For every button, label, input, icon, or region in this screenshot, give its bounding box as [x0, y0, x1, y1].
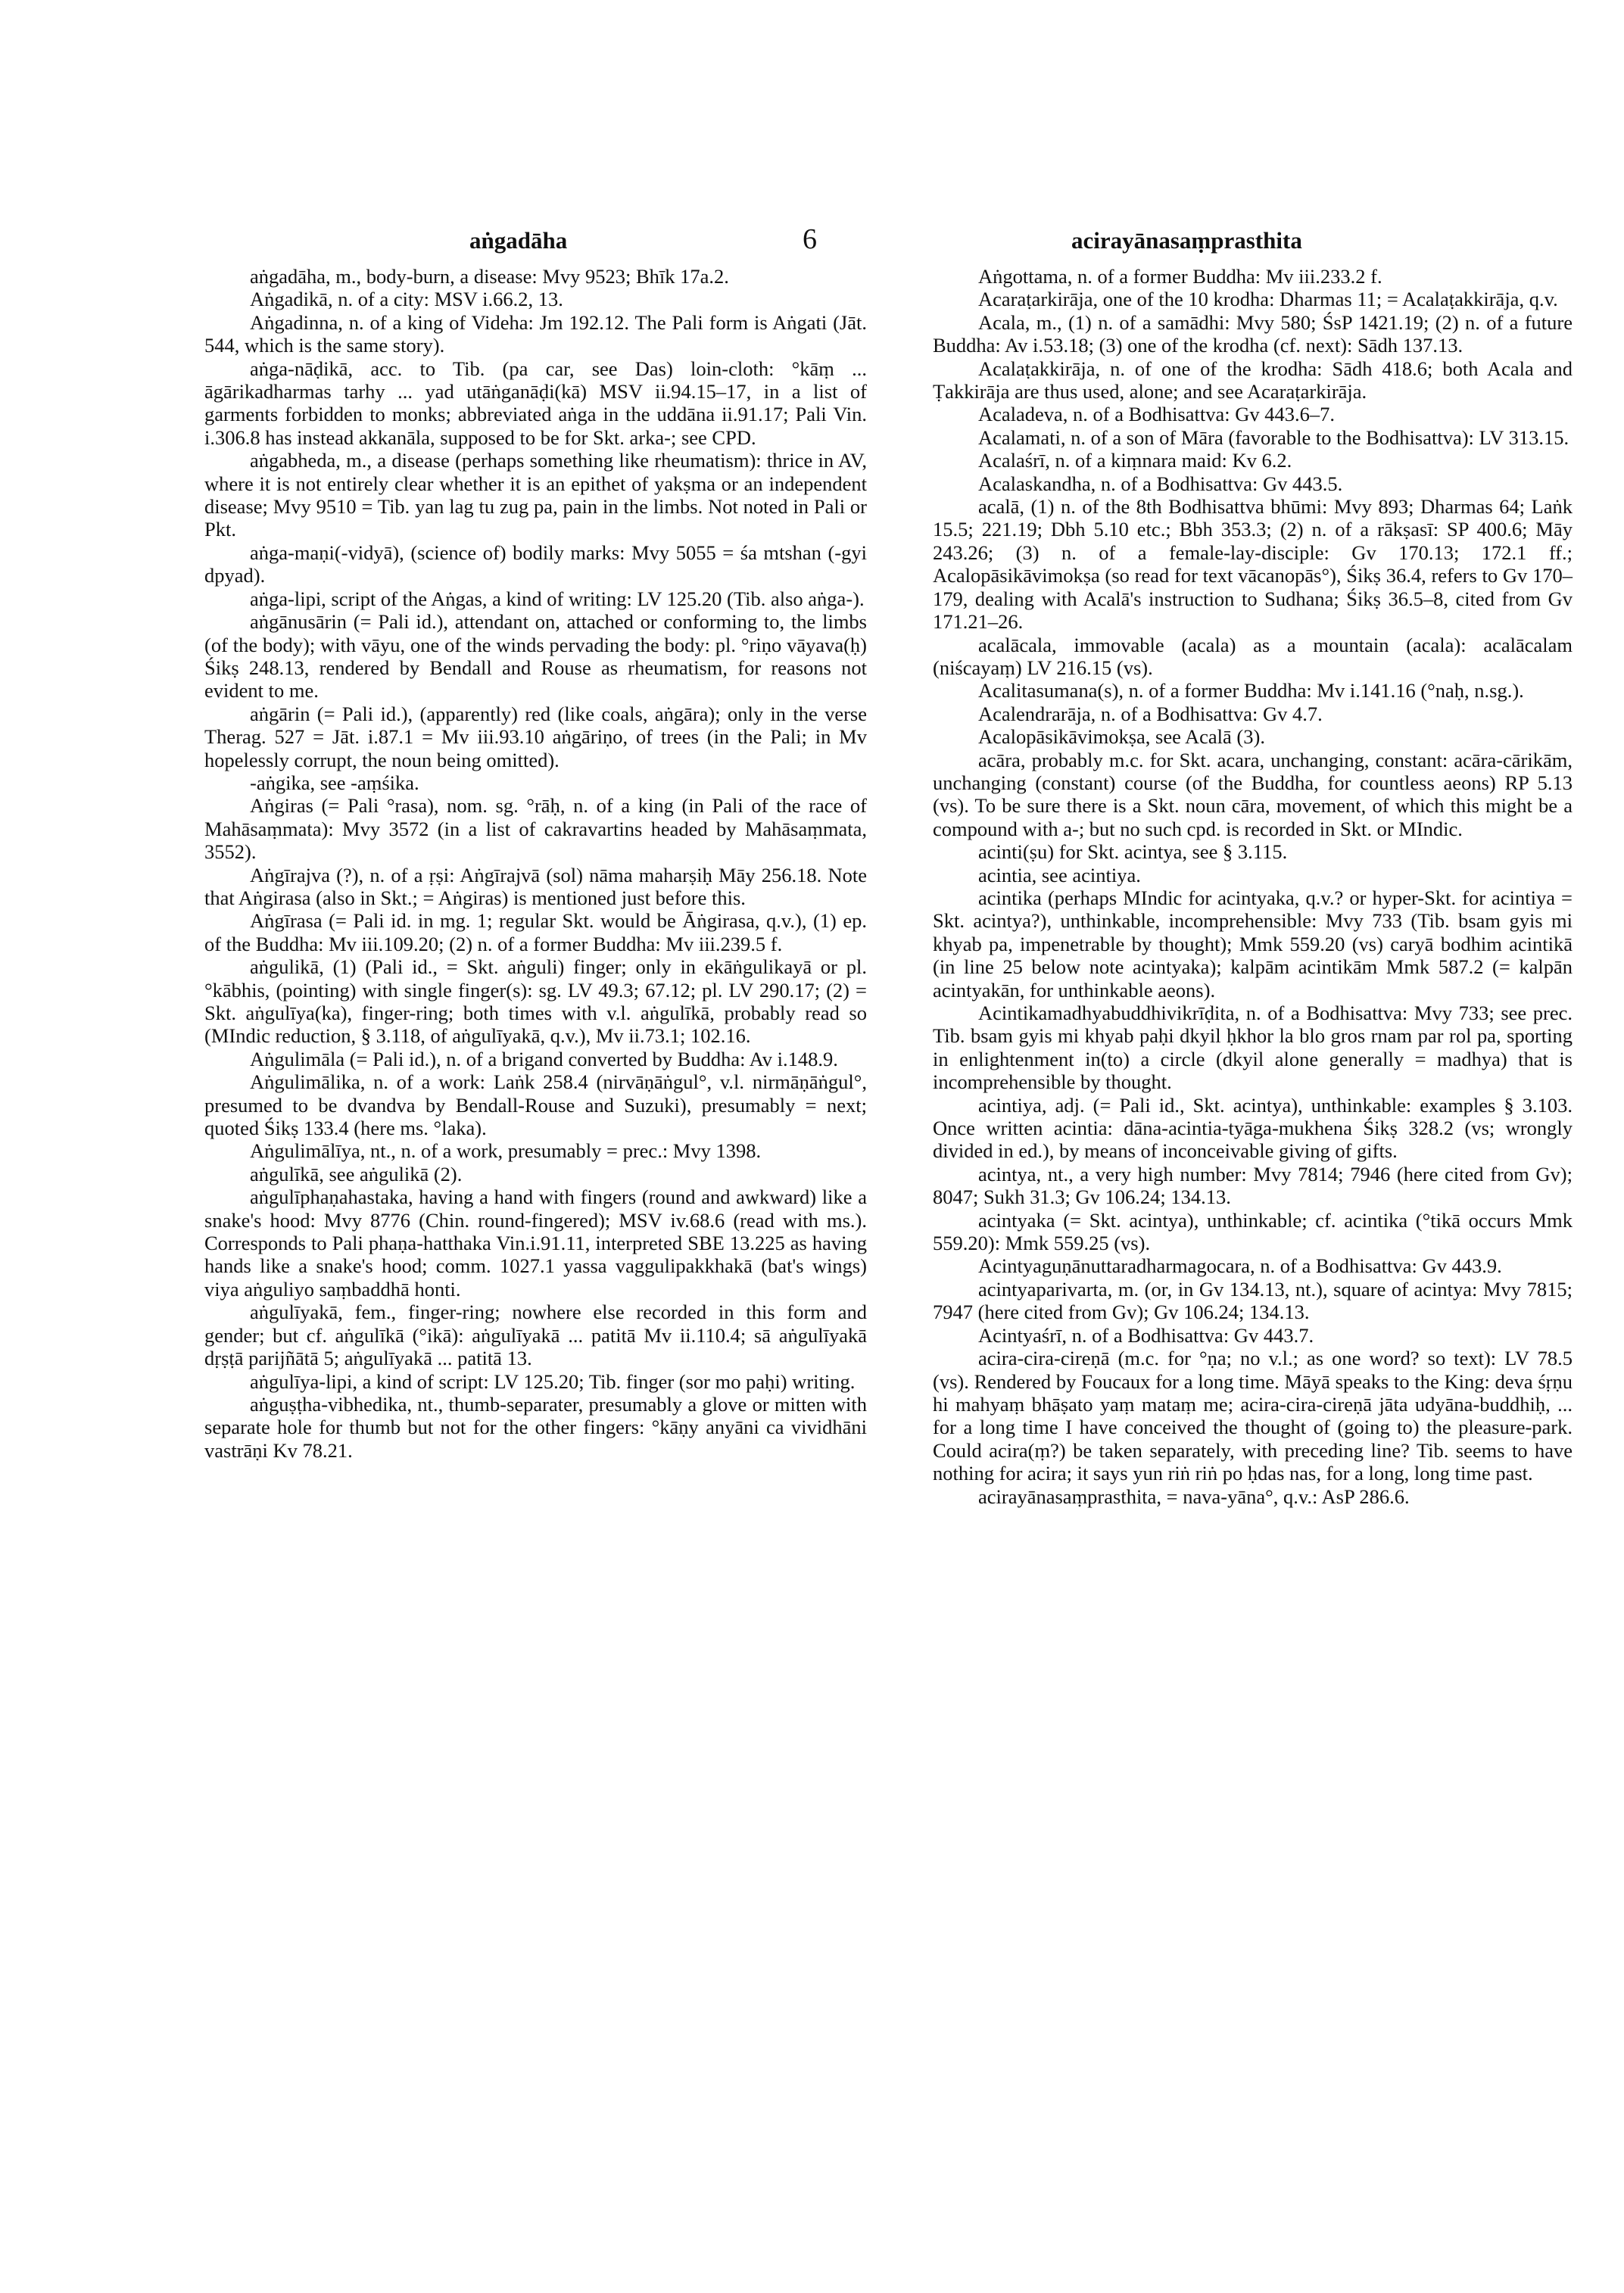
dictionary-entry: Aṅgadinna, n. of a king of Videha: Jm 192.12. The Pali form is Aṅgati (Jāt. 544, which is the same story).	[204, 310, 867, 357]
dictionary-entry: acintyaparivarta, m. (or, in Gv 134.13, nt.), square of acintya: Mvy 7815; 7947 (here cited from Gv); Gv 106.24; 134.13.	[933, 1277, 1573, 1324]
dictionary-entry: Aṅgiras (= Pali °rasa), nom. sg. °rāḥ, n. of a king (in Pali of the race of Mahāsaṃmata): Mvy 3572 (in a list of cakravartins headed by Mahāsaṃmata, 3552).	[204, 794, 867, 864]
dictionary-entry: Acintyaguṇānuttaradharmagocara, n. of a Bodhisattva: Gv 443.9.	[978, 1254, 1502, 1278]
dictionary-entry: Acaraṭarkirāja, one of the 10 krodha: Dharmas 11; = Acalaṭakkirāja, q.v.	[978, 288, 1558, 311]
dictionary-entry: acintiya, adj. (= Pali id., Skt. acintya), unthinkable: examples § 3.103. Once written acintia: dāna-acintia-tyāga-mukhena Śikṣ 328.2 (vs; wrongly divided in ed.), by means of inconceivable giving of gifts.	[933, 1093, 1573, 1163]
left-column	[204, 265, 867, 1462]
running-head-left: aṅgadāha	[469, 227, 568, 254]
dictionary-entry: aṅgulīya-lipi, a kind of script: LV 125.20; Tib. finger (sor mo paḥi) writing.	[250, 1369, 856, 1393]
dictionary-entry: Acala, m., (1) n. of a samādhi: Mvy 580; ŚsP 1421.19; (2) n. of a future Buddha: Av i.53.18; (3) one of the krodha (cf. next): Sādh 137.13.	[933, 310, 1573, 357]
running-head-right: acirayānasaṃprasthita	[1071, 227, 1302, 254]
dictionary-entry: Acintyaśrī, n. of a Bodhisattva: Gv 443.7.	[978, 1323, 1314, 1347]
dictionary-entry: -aṅgika, see -aṃśika.	[250, 771, 419, 794]
dictionary-entry: aṅgulīyakā, fem., finger-ring; nowhere else recorded in this form and gender; but cf. aṅgulīkā (°ikā): aṅgulīyakā ... patitā Mv ii.110.4; sā aṅgulīyakā dṛṣṭā parijñātā 5; aṅgulīyakā ... patitā 13.	[204, 1301, 867, 1370]
dictionary-entry: acāra, probably m.c. for Skt. acara, unchanging, constant: acāra-cārikām, unchanging (constant) course (of the Buddha, for countless aeons) RP 5.13 (vs). To be sure there is a Skt. noun cāra, movement, of which this might be a compound with a-; but no such cpd. is recorded in Skt. or MIndic.	[933, 748, 1573, 840]
dictionary-entry: acalācala, immovable (acala) as a mountain (acala): acalācalam (niścayaṃ) LV 216.15 (vs).	[933, 633, 1573, 679]
dictionary-entry: acintia, see acintiya.	[978, 863, 1141, 886]
dictionary-entry: Acalitasumana(s), n. of a former Buddha: Mv i.141.16 (°naḥ, n.sg.).	[978, 679, 1524, 703]
dictionary-entry: acintika (perhaps MIndic for acintyaka, q.v.? or hyper-Skt. for acintiya = Skt. acintya?), unthinkable, incomprehensible: Mvy 733 (Tib. bsam gyis mi khyab pa, impenetrable by thought); Mmk 559.20 (vs) caryā bodhim acintikā (in line 25 below note acintyaka); kalpām acintikām Mmk 587.2 (= kalpān acintyakān, for unthinkable aeons).	[933, 886, 1573, 1002]
dictionary-entry: Aṅgulimālika, n. of a work: Laṅk 258.4 (nirvāṇāṅgul°, v.l. nirmāṇāṅgul°, presumed to be dvandva by Bendall-Rouse and Suzuki), presumably = next; quoted Śikṣ 133.4 (here ms. °laka).	[204, 1070, 867, 1140]
page-number: 6	[803, 223, 817, 255]
dictionary-entry: Aṅgulimālīya, nt., n. of a work, presumably = prec.: Mvy 1398.	[250, 1139, 762, 1163]
dictionary-entry: Acalaṭakkirāja, n. of one of the krodha: Sādh 418.6; both Acala and Ṭakkirāja are thus used, alone; and see Acaraṭarkirāja.	[933, 357, 1573, 403]
dictionary-entry: aṅgulīkā, see aṅgulikā (2).	[250, 1162, 463, 1185]
dictionary-entry: acalā, (1) n. of the 8th Bodhisattva bhūmi: Mvy 893; Dharmas 64; Laṅk 15.5; 221.19; Dbh 5.10 etc.; Bbh 353.3; (2) n. of a rākṣasī: SP 400.6; Māy 243.26; (3) n. of a female-lay-disciple: Gv 170.13; 172.1 ff.; Acalopāsikāvimokṣa (so read for text vācanopās°), Śikṣ 36.4, refers to Gv 170–179, dealing with Acalā's instruction to Sudhana; Śikṣ 36.5–8, cited from Gv 171.21–26.	[933, 495, 1573, 634]
dictionary-entry: aṅga-nāḍikā, acc. to Tib. (pa car, see Das) loin-cloth: °kāṃ ... āgārikadharmas tarhy ... yad utāṅganāḍi(kā) MSV ii.94.15–17, in a list of garments forbidden to monks; abbreviated aṅga in the uddāna ii.91.17; Pali Vin. i.306.8 has instead akkanāla, supposed to be for Skt. arka-; see CPD.	[204, 357, 867, 449]
dictionary-entry: acinti(ṣu) for Skt. acintya, see § 3.115.	[978, 840, 1288, 864]
dictionary-entry: Aṅgulimāla (= Pali id.), n. of a brigand converted by Buddha: Av i.148.9.	[250, 1047, 838, 1070]
dictionary-entry: aṅguṣṭha-vibhedika, nt., thumb-separater, presumably a glove or mitten with separate hole for thumb but not for the other fingers: °kāṇy anyāni ca vividhāni vastrāṇi Kv 78.21.	[204, 1392, 867, 1462]
dictionary-entry: acira-cira-cireṇā (m.c. for °ṇa; no v.l.; as one word? so text): LV 78.5 (vs). Rendered by Foucaux for a long time. Māyā speaks to the King: deva śṛṇu hi mahyaṃ bhāṣato yaṃ mataṃ me; acira-cira-cireṇā jāta udyāna-buddhiḥ, ... for a long time I have conceived the thought of (going to) the pleasure-park. Could acira(ṃ?) be taken separately, with preceding line? Tib. seems to have nothing for acira; it says yun riṅ riṅ po ḥdas nas, for a long, long time past.	[933, 1347, 1573, 1485]
dictionary-entry: aṅgārin (= Pali id.), (apparently) red (like coals, aṅgāra); only in the verse Therag. 527 = Jāt. i.87.1 = Mv iii.93.10 aṅgāriṇo, of trees (in the Pali; in Mv hopelessly corrupt, the noun being omitted).	[204, 702, 867, 771]
dictionary-entry: Acintikamadhyabuddhivikrīḍita, n. of a Bodhisattva: Mvy 733; see prec. Tib. bsam gyis mi khyab paḥi dkyil ḥkhor la blo gros rnam par rol pa, sporting in enlightenment in(to) a circle (dkyil alone generally = madhya) that is incomprehensible by thought.	[933, 1002, 1573, 1094]
dictionary-entry: acintyaka (= Skt. acintya), unthinkable; cf. acintika (°tikā occurs Mmk 559.20): Mmk 559.25 (vs).	[933, 1208, 1573, 1255]
dictionary-entry: Acalaskandha, n. of a Bodhisattva: Gv 443.5.	[978, 472, 1343, 495]
dictionary-entry: aṅgadāha, m., body-burn, a disease: Mvy 9523; Bhīk 17a.2.	[250, 265, 729, 288]
dictionary-entry: aṅgabheda, m., a disease (perhaps something like rheumatism): thrice in AV, where it is not entirely clear whether it is an epithet of yakṣma or an independent disease; Mvy 9510 = Tib. yan lag tu zug pa, pain in the limbs. Not noted in Pali or Pkt.	[204, 449, 867, 541]
dictionary-entry: Acalendrarāja, n. of a Bodhisattva: Gv 4.7.	[978, 702, 1323, 725]
dictionary-entry: Aṅgadikā, n. of a city: MSV i.66.2, 13.	[250, 288, 563, 311]
dictionary-entry: aṅgulikā, (1) (Pali id., = Skt. aṅguli) finger; only in ekāṅgulikayā or pl. °kābhis, (pointing) with single finger(s): sg. LV 49.3; 67.12; pl. LV 290.17; (2) = Skt. aṅgulīya(ka), finger-ring; both times with v.l. aṅgulīkā, probably read so (MIndic reduction, § 3.118, of aṅgulīyakā, q.v.), Mv ii.73.1; 102.16.	[204, 955, 867, 1048]
dictionary-entry: acintya, nt., a very high number: Mvy 7814; 7946 (here cited from Gv); 8047; Sukh 31.3; Gv 106.24; 134.13.	[933, 1162, 1573, 1209]
dictionary-entry: acirayānasaṃprasthita, = nava-yāna°, q.v.: AsP 286.6.	[978, 1485, 1410, 1508]
dictionary-entry: aṅga-maṇi(-vidyā), (science of) bodily marks: Mvy 5055 = śa mtshan (-gyi dpyad).	[204, 541, 867, 587]
dictionary-entry: Aṅgīrajva (?), n. of a ṛṣi: Aṅgīrajvā (sol) nāma maharṣiḥ Māy 256.18. Note that Aṅgirasa (also in Skt.; = Aṅgiras) is mentioned just before this.	[204, 863, 867, 909]
dictionary-entry: Acalopāsikāvimokṣa, see Acalā (3).	[978, 725, 1265, 749]
dictionary-entry: Aṅgottama, n. of a former Buddha: Mv iii.233.2 f.	[978, 265, 1382, 288]
dictionary-entry: Acaladeva, n. of a Bodhisattva: Gv 443.6–7.	[978, 403, 1335, 426]
dictionary-entry: Acalaśrī, n. of a kiṃnara maid: Kv 6.2.	[978, 449, 1292, 472]
dictionary-entry: aṅgānusārin (= Pali id.), attendant on, attached or conforming to, the limbs (of the body); with vāyu, one of the winds pervading the body: pl. °riṇo vāyava(ḥ) Śikṣ 248.13, rendered by Bendall and Rouse as rheumatism, for reasons not evident to me.	[204, 610, 867, 703]
right-column	[933, 265, 1573, 1508]
dictionary-entry: Aṅgīrasa (= Pali id. in mg. 1; regular Skt. would be Āṅgirasa, q.v.), (1) ep. of the Buddha: Mv iii.109.20; (2) n. of a former Buddha: Mv iii.239.5 f.	[204, 909, 867, 955]
dictionary-entry: aṅgulīphaṇahastaka, having a hand with fingers (round and awkward) like a snake's hood: Mvy 8776 (Chin. round-fingered); MSV iv.68.6 (read with ms.). Corresponds to Pali phaṇa-hatthaka Vin.i.91.11, interpreted SBE 13.225 as having hands like a snake's hood; comm. 1027.1 yassa vaggulipakkhakā (bat's wings) viya aṅguliyo saṃbaddhā honti.	[204, 1185, 867, 1301]
dictionary-entry: aṅga-lipi, script of the Aṅgas, a kind of writing: LV 125.20 (Tib. also aṅga-).	[250, 587, 865, 610]
dictionary-entry: Acalamati, n. of a son of Māra (favorable to the Bodhisattva): LV 313.15.	[978, 425, 1569, 449]
